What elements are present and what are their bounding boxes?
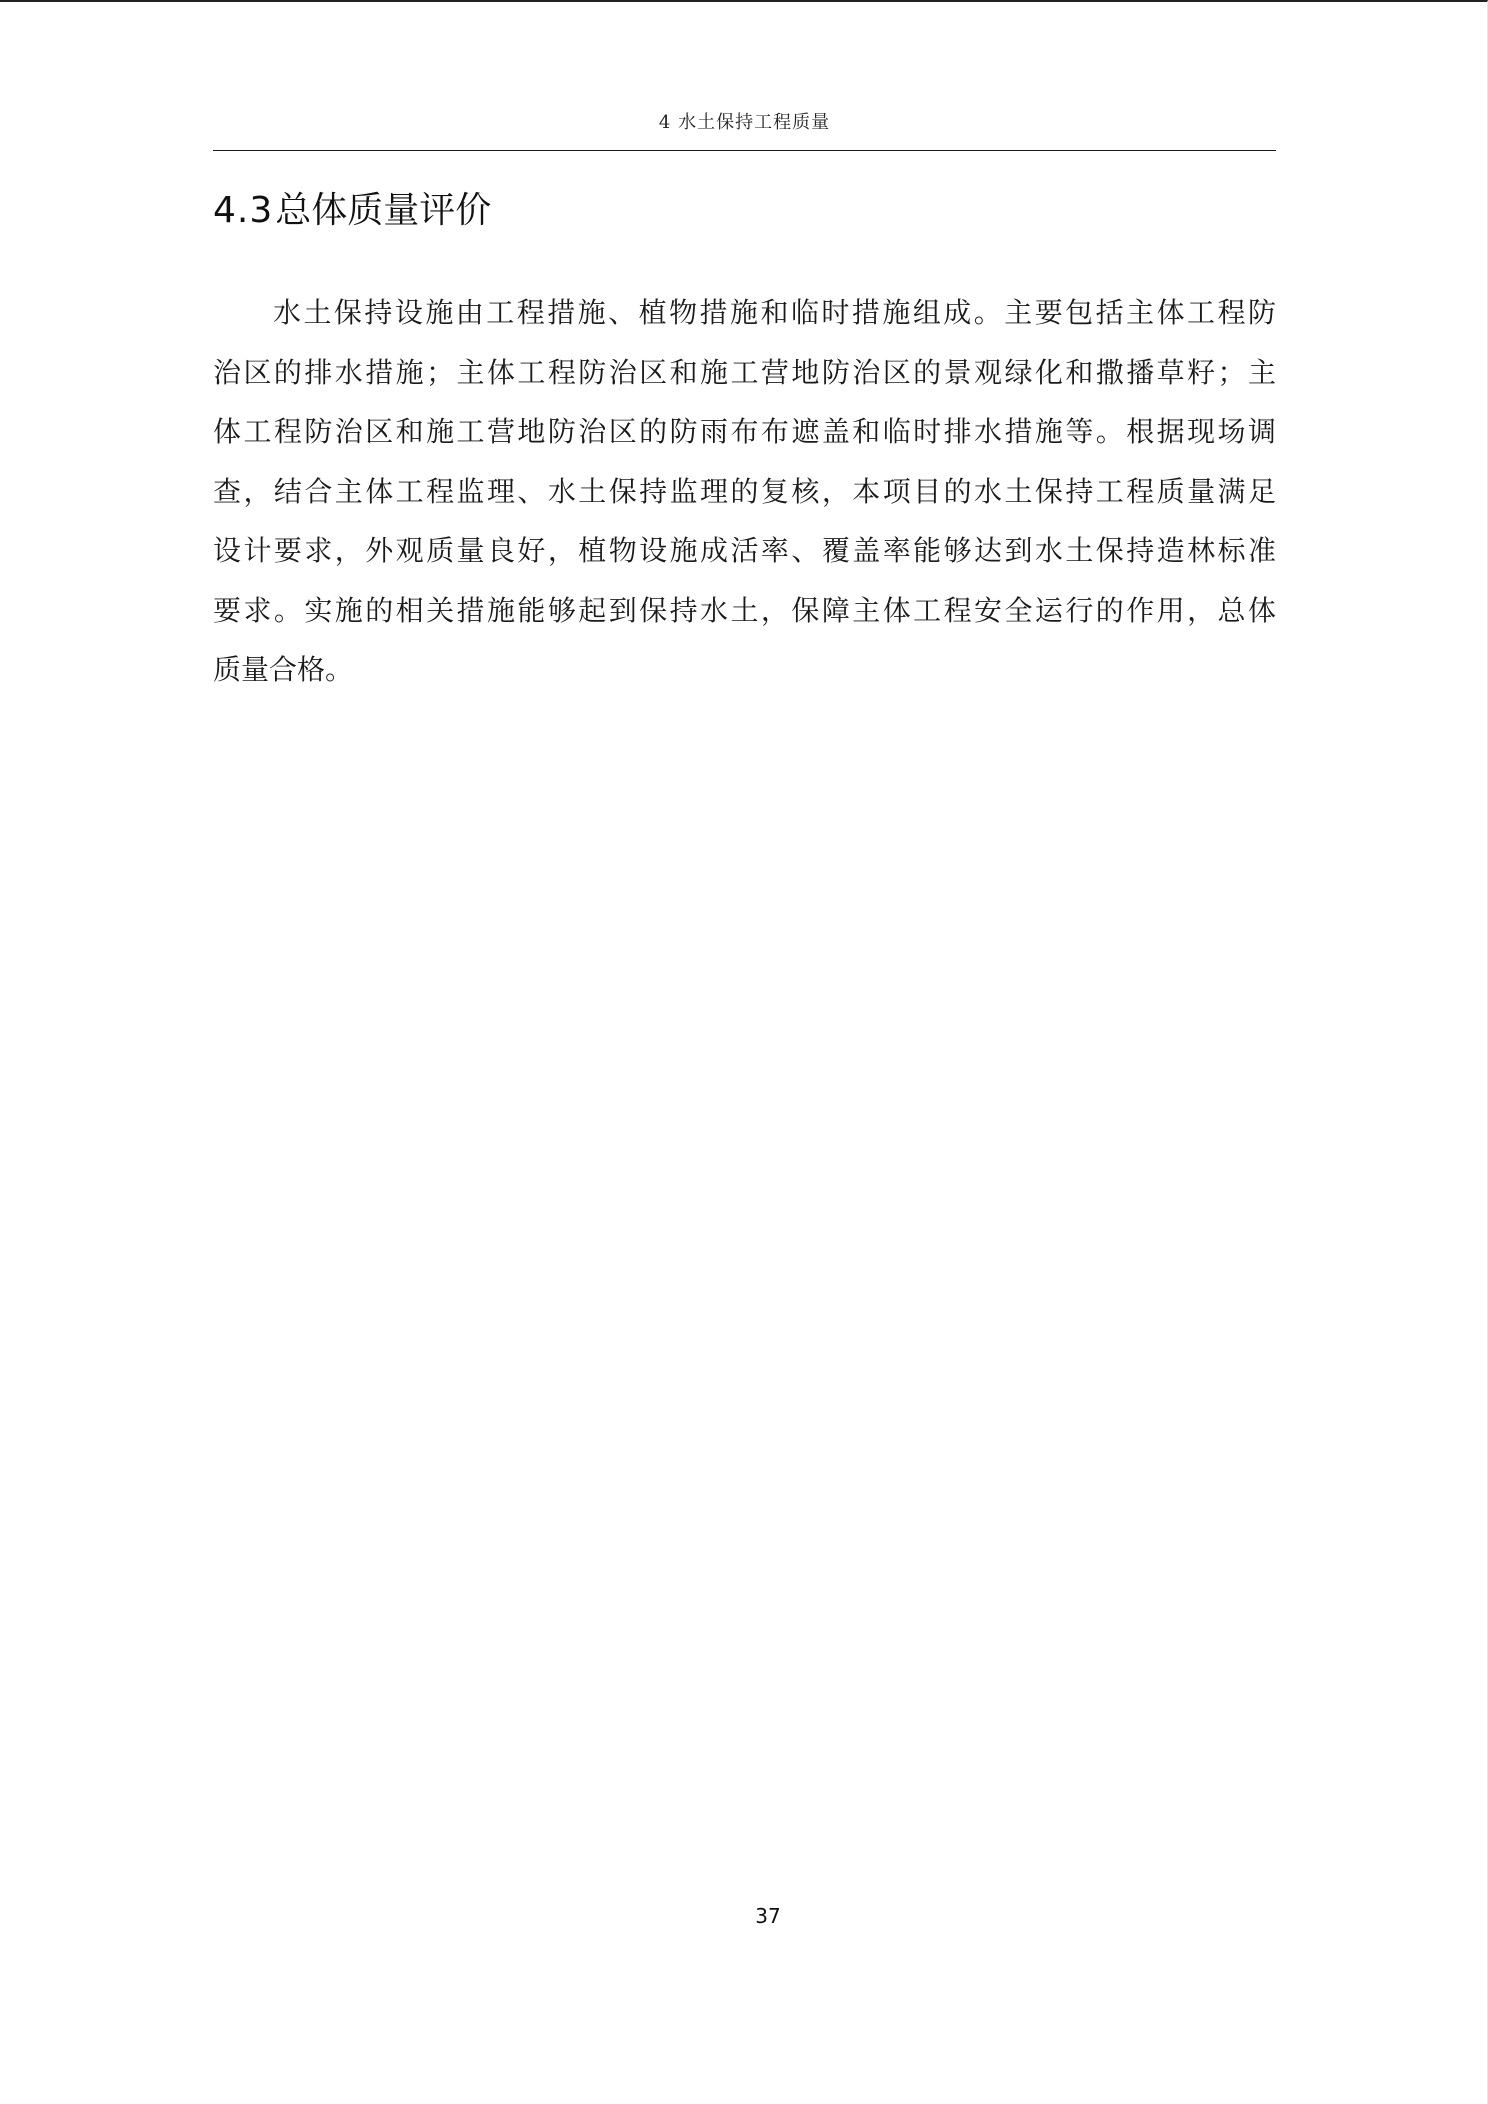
- paragraph-line: 水土保持设施由工程措施、植物措施和临时措施组成。主要包括主体工程防: [273, 296, 1276, 329]
- header-rule: [213, 150, 1276, 151]
- running-header: 4 水土保持工程质量: [658, 112, 831, 133]
- section-heading: [213, 182, 491, 233]
- body-paragraph: [213, 283, 1276, 700]
- paragraph-line: 查，结合主体工程监理、水土保持监理的复核，本项目的水土保持工程质量满足: [213, 474, 1276, 508]
- section-title: 总体质量评价: [275, 190, 492, 231]
- page-number: 37: [755, 1904, 781, 1928]
- paragraph-line: 设计要求，外观质量良好，植物设施成活率、覆盖率能够达到水土保持造林标准: [213, 534, 1276, 567]
- section-number: 4.3: [213, 190, 274, 231]
- paragraph-line: 质量合格。: [213, 653, 354, 686]
- paragraph-line: 治区的排水措施；主体工程防治区和施工营地防治区的景观绿化和撒播草籽；主: [213, 355, 1276, 389]
- paragraph-line: 体工程防治区和施工营地防治区的防雨布布遮盖和临时排水措施等。根据现场调: [213, 415, 1276, 448]
- paragraph-line: 要求。实施的相关措施能够起到保持水土，保障主体工程安全运行的作用，总体: [213, 593, 1276, 627]
